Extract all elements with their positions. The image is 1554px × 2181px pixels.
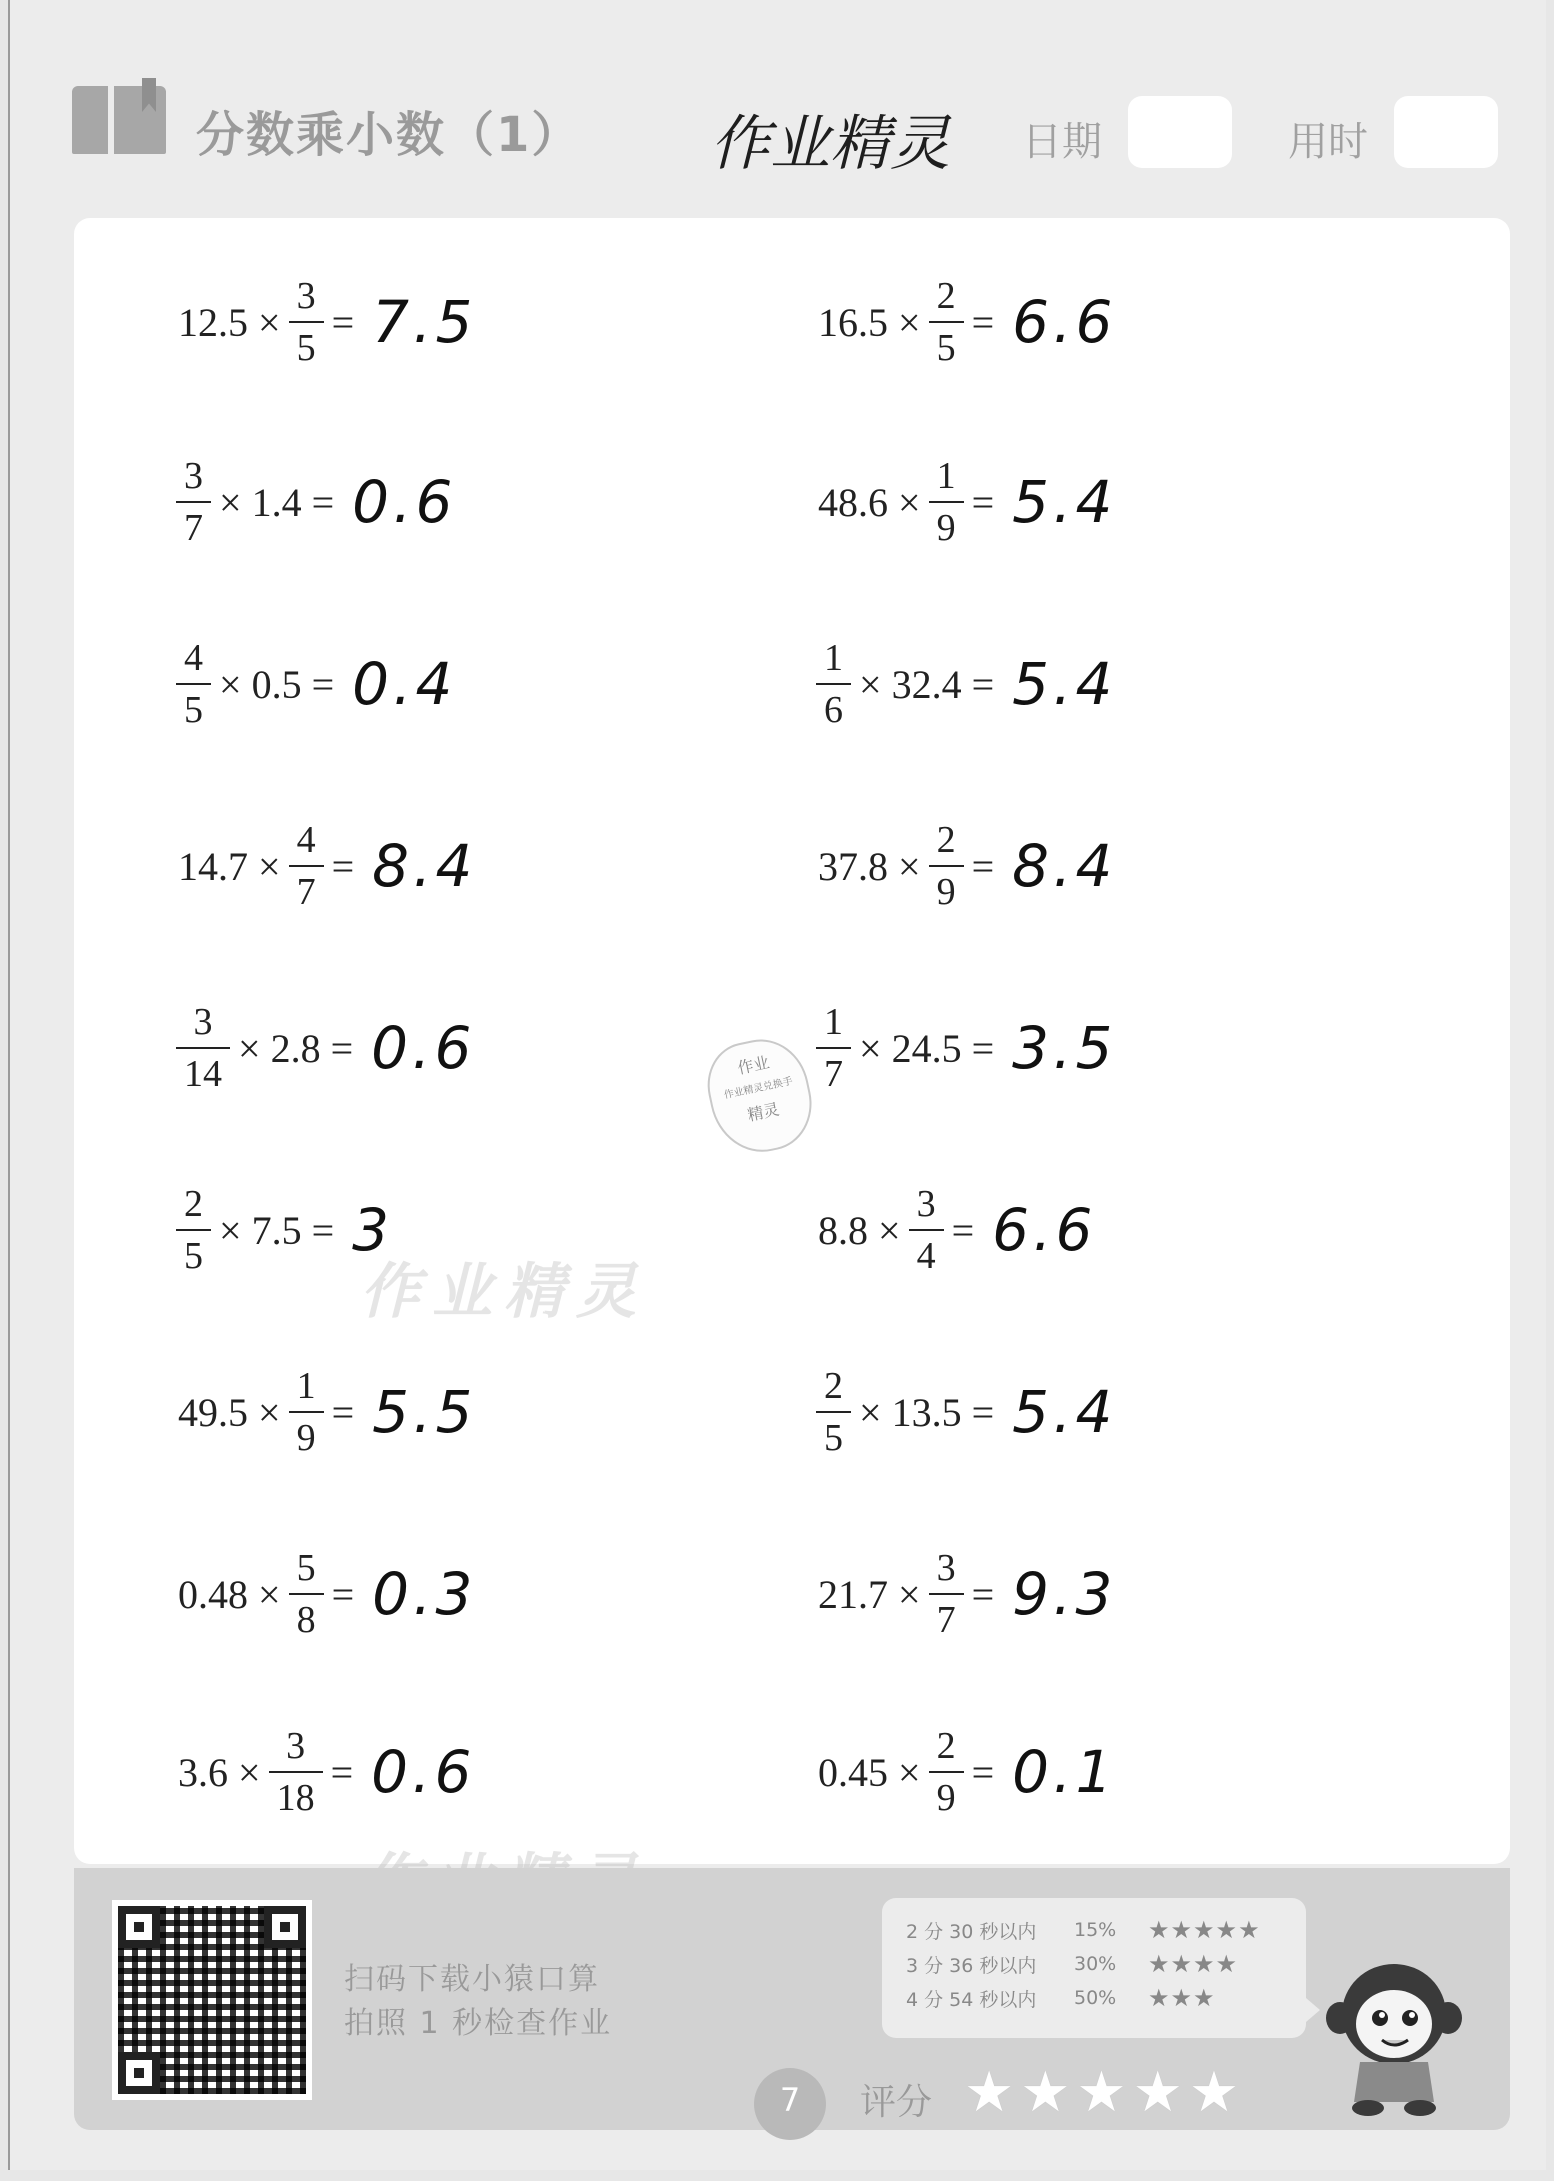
time-row: 4 分 54 秒以内 50% ★★★ — [906, 1984, 1216, 2012]
answer: 6.6 — [992, 1196, 1097, 1264]
answer: 0.4 — [352, 650, 457, 718]
promo-line-1: 扫码下载小猿口算 — [344, 1962, 600, 1997]
watermark: 作业精灵 — [360, 1257, 648, 1327]
star-icon: ★★★ — [1148, 1984, 1216, 2012]
time-label: 用时 — [1288, 119, 1368, 165]
date-field[interactable] — [1128, 96, 1232, 168]
problem-9: $\frac{3}{14}$ × 2.8 = 0.6 — [176, 998, 475, 1098]
score-label: 评分 — [860, 2082, 933, 2123]
answer: 8.4 — [1012, 832, 1117, 900]
problem-6: $\frac{1}{6}$ × 32.4 = 5.4 — [816, 634, 1116, 734]
problem-17: 3.6 × $\frac{3}{18}$ = 0.6 — [178, 1725, 476, 1819]
time-row: 2 分 30 秒以内 15% ★★★★★ — [906, 1916, 1261, 1944]
page-number: 7 — [754, 2068, 826, 2140]
time-field[interactable] — [1394, 96, 1498, 168]
qr-code[interactable] — [112, 1900, 312, 2100]
problem-7: 14.7 × $\frac{4}{7}$ = 8.4 — [178, 819, 477, 913]
problem-11: $\frac{2}{5}$ × 7.5 = 3 — [176, 1180, 393, 1280]
answer: 0.6 — [371, 1738, 476, 1806]
answer: 5.4 — [1012, 650, 1117, 718]
problem-3: $\frac{3}{7}$ × 1.4 = 0.6 — [176, 452, 456, 552]
star-icon: ★★★★★ — [1148, 1916, 1261, 1944]
problem-16: 21.7 × $\frac{3}{7}$ = 9.3 — [818, 1547, 1117, 1641]
answer: 0.6 — [352, 468, 457, 536]
problem-13: 49.5 × $\frac{1}{9}$ = 5.5 — [178, 1365, 477, 1459]
answer: 5.4 — [1012, 468, 1117, 536]
problem-8: 37.8 × $\frac{2}{9}$ = 8.4 — [818, 819, 1117, 913]
answer: 5.4 — [1012, 1378, 1117, 1446]
answer: 6.6 — [1012, 288, 1117, 356]
problem-5: $\frac{4}{5}$ × 0.5 = 0.4 — [176, 634, 456, 734]
answer: 0.6 — [371, 1014, 476, 1082]
score-star-icon[interactable]: ★★★★★ — [964, 2060, 1246, 2125]
answer: 7.5 — [372, 288, 477, 356]
problem-12: 8.8 × $\frac{3}{4}$ = 6.6 — [818, 1183, 1097, 1277]
brand-handwritten: 作业精灵 — [710, 109, 950, 179]
answer: 3 — [352, 1196, 394, 1264]
answer: 0.1 — [1012, 1738, 1117, 1806]
promo-line-2: 拍照 1 秒检查作业 — [344, 2006, 613, 2041]
answer: 9.3 — [1012, 1560, 1117, 1628]
date-label: 日期 — [1022, 119, 1102, 165]
problem-15: 0.48 × $\frac{5}{8}$ = 0.3 — [178, 1547, 477, 1641]
footer — [74, 1868, 1510, 2130]
problem-14: $\frac{2}{5}$ × 13.5 = 5.4 — [816, 1362, 1116, 1462]
book-icon — [72, 86, 166, 154]
star-icon: ★★★★ — [1148, 1950, 1239, 1978]
time-rating-panel — [882, 1898, 1306, 2038]
answer: 5.5 — [372, 1378, 477, 1446]
answer: 3.5 — [1012, 1014, 1117, 1082]
worksheet-title: 分数乘小数（1） — [196, 107, 582, 163]
answer: 0.3 — [372, 1560, 477, 1628]
problem-2: 16.5 × $\frac{2}{5}$ = 6.6 — [818, 275, 1117, 369]
monkey-mascot-icon — [1324, 1952, 1464, 2118]
problem-18: 0.45 × $\frac{2}{9}$ = 0.1 — [818, 1725, 1117, 1819]
problem-10: $\frac{1}{7}$ × 24.5 = 3.5 — [816, 998, 1116, 1098]
problem-4: 48.6 × $\frac{1}{9}$ = 5.4 — [818, 455, 1117, 549]
answer: 8.4 — [372, 832, 477, 900]
problem-1: 12.5 × $\frac{3}{5}$ = 7.5 — [178, 275, 477, 369]
time-row: 3 分 36 秒以内 30% ★★★★ — [906, 1950, 1239, 1978]
worksheet-page — [8, 0, 1546, 2170]
stamp-logo: 作业 作业精灵兑换手 精灵 — [699, 1031, 820, 1161]
